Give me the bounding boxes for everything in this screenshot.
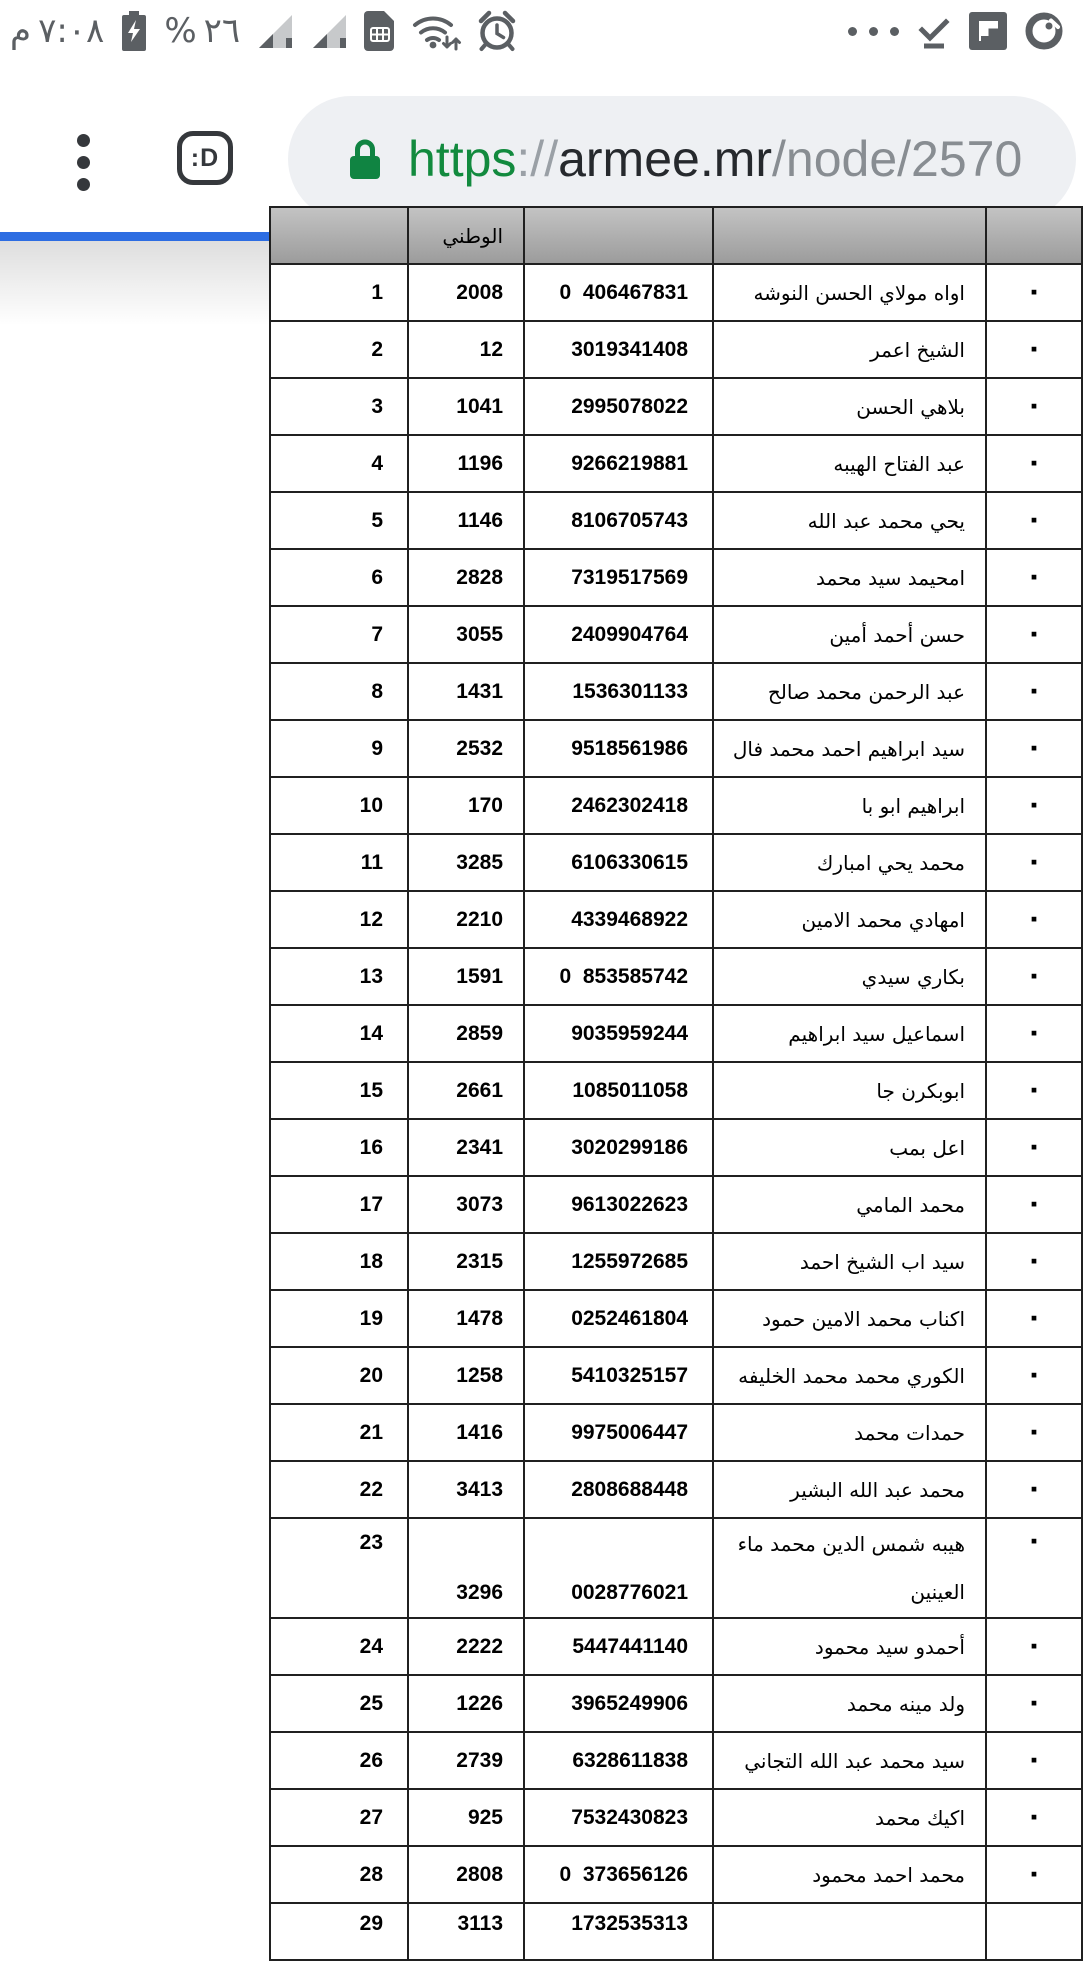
cell-rank: 14: [270, 1005, 408, 1062]
url-host: armee.mr: [558, 131, 773, 187]
cell-bullet: ▪: [986, 1347, 1082, 1404]
table-body: [270, 207, 1082, 1960]
cell-name: حسن أحمد أمين: [713, 606, 986, 663]
cell-bullet: ▪: [986, 1404, 1082, 1461]
tab-count-label: :D: [190, 143, 220, 172]
cell-name: الشيخ اعمر: [713, 321, 986, 378]
cell-rank: 11: [270, 834, 408, 891]
table-row: [270, 1618, 1082, 1675]
cell-number: 2222: [408, 1618, 524, 1675]
cell-name: ابراهيم ابو با: [713, 777, 986, 834]
table-row: [270, 1518, 1082, 1618]
cell-national-id: 9975006447: [524, 1404, 713, 1461]
cell-rank: 21: [270, 1404, 408, 1461]
cell-number: 2828: [408, 549, 524, 606]
cell-national-id: 1536301133: [524, 663, 713, 720]
cell-national-id: 0 406467831: [524, 264, 713, 321]
percent-sign: %: [164, 11, 197, 51]
header-cell-rank: [270, 207, 408, 264]
time-suffix: م: [10, 11, 32, 51]
cell-name: امحيمد سيد محمد: [713, 549, 986, 606]
sim-card-icon: [364, 11, 396, 51]
cell-bullet: ▪: [986, 1119, 1082, 1176]
cell-bullet: ▪: [986, 663, 1082, 720]
cell-bullet: ▪: [986, 834, 1082, 891]
time-value: ٧:٠٨: [38, 11, 105, 51]
cell-number: 3296: [408, 1518, 524, 1618]
header-cell-national-id: [524, 207, 713, 264]
cell-name: اسماعيل سيد ابراهيم: [713, 1005, 986, 1062]
cell-rank: 16: [270, 1119, 408, 1176]
cell-bullet: ▪: [986, 1005, 1082, 1062]
cell-name: محمد عبد الله البشير: [713, 1461, 986, 1518]
cell-rank: 4: [270, 435, 408, 492]
cell-number: 1041: [408, 378, 524, 435]
address-bar[interactable]: [288, 96, 1076, 222]
cell-name: حمدات محمد: [713, 1404, 986, 1461]
cell-national-id: 2808688448: [524, 1461, 713, 1518]
alarm-clock-icon: [476, 10, 518, 52]
cell-rank: 23: [270, 1518, 408, 1618]
table-row: [270, 606, 1082, 663]
cell-bullet: ▪: [986, 1062, 1082, 1119]
cell-name: محمد احمد محمود: [713, 1846, 986, 1903]
cell-national-id: 6106330615: [524, 834, 713, 891]
cell-bullet: ▪: [986, 1846, 1082, 1903]
signal-sim2-icon: [310, 12, 348, 50]
cell-number: 12: [408, 321, 524, 378]
cell-bullet: ▪: [986, 606, 1082, 663]
table-row: [270, 1732, 1082, 1789]
cell-rank: 2: [270, 321, 408, 378]
cell-national-id: 7532430823: [524, 1789, 713, 1846]
results-table: [269, 206, 1083, 1961]
scroll-shadow: [0, 241, 269, 326]
cell-bullet: ▪: [986, 948, 1082, 1005]
cell-number: 1416: [408, 1404, 524, 1461]
cell-bullet: ▪: [986, 777, 1082, 834]
cell-bullet: ▪: [986, 1461, 1082, 1518]
cell-rank: 25: [270, 1675, 408, 1732]
cell-number: 925: [408, 1789, 524, 1846]
cell-bullet: ▪: [986, 720, 1082, 777]
cell-name: اواه مولاي الحسن النوشه: [713, 264, 986, 321]
table-row: [270, 1903, 1082, 1960]
cell-national-id: 9613022623: [524, 1176, 713, 1233]
cell-rank: 18: [270, 1233, 408, 1290]
table-row: [270, 948, 1082, 1005]
cell-name: يحي محمد عبد الله: [713, 492, 986, 549]
cell-rank: 20: [270, 1347, 408, 1404]
cell-name: أحمدو سيد محمود: [713, 1618, 986, 1675]
cell-number: 2859: [408, 1005, 524, 1062]
table-row: [270, 891, 1082, 948]
header-cell-number: الوطني: [408, 207, 524, 264]
cell-name: امهادي محمد الامين: [713, 891, 986, 948]
cell-bullet: ▪: [986, 1732, 1082, 1789]
cell-name: بكاري سيدي: [713, 948, 986, 1005]
battery-charging-icon: [120, 9, 148, 53]
url-text[interactable]: [408, 130, 1022, 188]
cell-bullet: ▪: [986, 321, 1082, 378]
cell-number: 1431: [408, 663, 524, 720]
status-left-cluster: [0, 9, 518, 53]
cell-rank: 15: [270, 1062, 408, 1119]
cell-bullet: ▪: [986, 264, 1082, 321]
table-row: [270, 777, 1082, 834]
wifi-icon: [412, 11, 460, 51]
cell-bullet: ▪: [986, 891, 1082, 948]
download-done-icon: [916, 13, 952, 49]
webpage-content: [0, 223, 1080, 1935]
battery-percent-text: [164, 11, 240, 51]
cell-name: هيبه شمس الدين محمد ماء العينين: [713, 1518, 986, 1618]
cell-number: 3413: [408, 1461, 524, 1518]
cell-rank: 6: [270, 549, 408, 606]
cell-national-id: 0028776021: [524, 1518, 713, 1618]
cell-rank: 17: [270, 1176, 408, 1233]
cell-number: 2315: [408, 1233, 524, 1290]
cell-name: اعل بمب: [713, 1119, 986, 1176]
table-row: [270, 1461, 1082, 1518]
table-row: [270, 1789, 1082, 1846]
cell-national-id: 7319517569: [524, 549, 713, 606]
cell-national-id: 6328611838: [524, 1732, 713, 1789]
cell-national-id: 1732535313: [524, 1903, 713, 1960]
cell-national-id: 3965249906: [524, 1675, 713, 1732]
cell-national-id: 3019341408: [524, 321, 713, 378]
cell-number: 1226: [408, 1675, 524, 1732]
cell-rank: 8: [270, 663, 408, 720]
cell-bullet: ▪: [986, 1290, 1082, 1347]
cell-national-id: 0252461804: [524, 1290, 713, 1347]
cell-national-id: 5447441140: [524, 1618, 713, 1675]
cell-name: سيد اب الشيخ احمد: [713, 1233, 986, 1290]
table-row: [270, 720, 1082, 777]
cell-bullet: ▪: [986, 1675, 1082, 1732]
cell-number: 2739: [408, 1732, 524, 1789]
cell-rank: 7: [270, 606, 408, 663]
cell-national-id: 2409904764: [524, 606, 713, 663]
cell-rank: 24: [270, 1618, 408, 1675]
header-cell-bullet: [986, 207, 1082, 264]
table-row: [270, 1233, 1082, 1290]
cell-number: 1591: [408, 948, 524, 1005]
cell-number: 2210: [408, 891, 524, 948]
cell-name: عبد الفتاح الهيبه: [713, 435, 986, 492]
cell-rank: 29: [270, 1903, 408, 1960]
cell-bullet: ▪: [986, 378, 1082, 435]
table-row: [270, 1846, 1082, 1903]
cell-name: عبد الرحمن محمد صالح: [713, 663, 986, 720]
header-cell-name: [713, 207, 986, 264]
cell-national-id: 0 373656126: [524, 1846, 713, 1903]
cell-national-id: 9266219881: [524, 435, 713, 492]
cell-number: 3055: [408, 606, 524, 663]
cell-number: 1146: [408, 492, 524, 549]
cell-rank: 12: [270, 891, 408, 948]
status-right-cluster: [848, 11, 1080, 51]
cell-national-id: 3020299186: [524, 1119, 713, 1176]
cell-rank: 9: [270, 720, 408, 777]
cell-name: اكناب محمد الامين حمود: [713, 1290, 986, 1347]
cell-number: 1196: [408, 435, 524, 492]
cell-name: اكيك محمد: [713, 1789, 986, 1846]
cell-bullet: ▪: [986, 1518, 1082, 1618]
status-bar: [0, 0, 1080, 62]
cell-number: 2341: [408, 1119, 524, 1176]
cell-number: 1478: [408, 1290, 524, 1347]
table-row: [270, 1062, 1082, 1119]
table-row: [270, 264, 1082, 321]
cell-name: سيد ابراهيم احمد محمد فال: [713, 720, 986, 777]
cell-number: 3113: [408, 1903, 524, 1960]
cell-name: [713, 1903, 986, 1960]
cell-rank: 5: [270, 492, 408, 549]
cell-number: 170: [408, 777, 524, 834]
cell-name: محمد يحي امبارك: [713, 834, 986, 891]
table-row: [270, 1119, 1082, 1176]
cell-name: سيد محمد عبد الله التجاني: [713, 1732, 986, 1789]
url-scheme: https: [408, 131, 517, 187]
cell-name: الكوري محمد محمد الخليفه: [713, 1347, 986, 1404]
table-row: [270, 1347, 1082, 1404]
cell-national-id: 4339468922: [524, 891, 713, 948]
table-row: [270, 1404, 1082, 1461]
cell-national-id: 0 853585742: [524, 948, 713, 1005]
cell-number: 2808: [408, 1846, 524, 1903]
cell-number: 1258: [408, 1347, 524, 1404]
url-path: /node/2570: [772, 131, 1023, 187]
cell-rank: 10: [270, 777, 408, 834]
flipboard-icon: [969, 12, 1007, 50]
percent-value: ٢٦: [203, 11, 241, 51]
cell-name: محمد المامي: [713, 1176, 986, 1233]
browser-app-icon: [1024, 11, 1064, 51]
cell-number: 2008: [408, 264, 524, 321]
cell-rank: 22: [270, 1461, 408, 1518]
table-row: [270, 1176, 1082, 1233]
cell-bullet: ▪: [986, 1789, 1082, 1846]
cell-bullet: [986, 1903, 1082, 1960]
menu-kebab-button[interactable]: [77, 134, 90, 191]
cell-rank: 19: [270, 1290, 408, 1347]
cell-national-id: 5410325157: [524, 1347, 713, 1404]
table-row: [270, 549, 1082, 606]
cell-number: 3285: [408, 834, 524, 891]
cell-national-id: 1255972685: [524, 1233, 713, 1290]
cell-number: 2532: [408, 720, 524, 777]
table-row: [270, 1290, 1082, 1347]
table-row: [270, 378, 1082, 435]
cell-rank: 13: [270, 948, 408, 1005]
table-row: [270, 492, 1082, 549]
cell-bullet: ▪: [986, 1233, 1082, 1290]
cell-name: ولد مينه محمد: [713, 1675, 986, 1732]
cell-rank: 1: [270, 264, 408, 321]
cell-national-id: 9035959244: [524, 1005, 713, 1062]
cell-rank: 26: [270, 1732, 408, 1789]
cell-national-id: 8106705743: [524, 492, 713, 549]
table-row: [270, 321, 1082, 378]
cell-bullet: ▪: [986, 549, 1082, 606]
table-row: [270, 663, 1082, 720]
cell-name: ابوبكرن جا: [713, 1062, 986, 1119]
table-row: [270, 1005, 1082, 1062]
cell-name: بلاهي الحسن: [713, 378, 986, 435]
cell-bullet: ▪: [986, 1176, 1082, 1233]
clock-text: [10, 11, 104, 51]
cell-bullet: ▪: [986, 435, 1082, 492]
cell-bullet: ▪: [986, 492, 1082, 549]
notification-overflow-icon: [848, 27, 899, 36]
url-separator: ://: [516, 131, 559, 187]
cell-rank: 28: [270, 1846, 408, 1903]
table-row: [270, 1675, 1082, 1732]
secure-lock-icon: [348, 137, 382, 181]
cell-rank: 3: [270, 378, 408, 435]
table-row: [270, 834, 1082, 891]
table-row: [270, 435, 1082, 492]
cell-number: 3073: [408, 1176, 524, 1233]
cell-rank: 27: [270, 1789, 408, 1846]
signal-sim1-icon: [256, 12, 294, 50]
cell-national-id: 2995078022: [524, 378, 713, 435]
cell-number: 2661: [408, 1062, 524, 1119]
cell-national-id: 1085011058: [524, 1062, 713, 1119]
cell-national-id: 2462302418: [524, 777, 713, 834]
tab-switcher-button[interactable]: [177, 131, 233, 185]
cell-bullet: ▪: [986, 1618, 1082, 1675]
cell-national-id: 9518561986: [524, 720, 713, 777]
table-header-row: [270, 207, 1082, 264]
